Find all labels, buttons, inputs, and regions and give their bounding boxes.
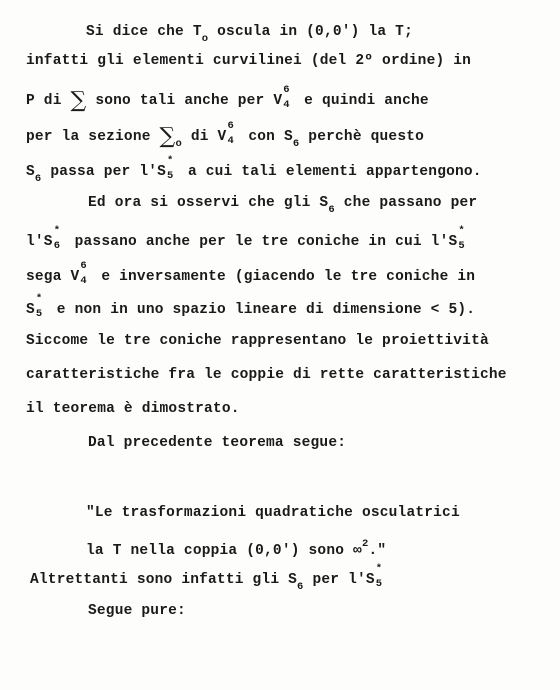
- subscript: o: [175, 137, 182, 150]
- text-segment: l'S: [26, 233, 53, 250]
- text-segment: "Le trasformazioni quadratiche osculatrici: [86, 505, 460, 521]
- text-line-1: [86, 22, 413, 49]
- superscript: *: [375, 563, 383, 575]
- text-segment: con S: [239, 128, 293, 145]
- text-line-4: [26, 120, 425, 154]
- text-segment: sega V: [26, 268, 80, 285]
- text-segment: .": [368, 543, 387, 559]
- text-line-10: [26, 331, 489, 351]
- text-segment: per la sezione: [26, 128, 160, 145]
- superscript: *: [53, 225, 61, 237]
- text-segment: la T nella coppia (0,0') sono ∞: [86, 543, 362, 559]
- text-line-15: [86, 534, 386, 561]
- text-segment: che passano per: [334, 195, 478, 211]
- text-segment: per l'S: [303, 571, 375, 588]
- superscript: *: [167, 155, 174, 167]
- sigma-symbol: ∑: [70, 87, 87, 113]
- text-segment: passa per l'S: [41, 163, 167, 180]
- text-line-13: [88, 433, 346, 453]
- text-line-9: [26, 293, 476, 321]
- text-line-7: [26, 225, 470, 253]
- text-segment: Dal precedente teorema segue:: [88, 435, 347, 451]
- text-segment: passano anche per le tre coniche in cui l'S: [65, 233, 458, 250]
- text-line-5: [26, 155, 482, 189]
- superscript: 2: [361, 538, 369, 550]
- text-segment: caratteristiche fra le coppie di rette caratteristiche: [26, 367, 507, 383]
- superscript: *: [458, 225, 465, 237]
- subscript: 6: [328, 204, 335, 216]
- subscript: 6: [297, 580, 304, 593]
- sigma-symbol: ∑: [159, 123, 176, 149]
- superscript: 6: [227, 120, 234, 132]
- text-segment: e inversamente (giacendo le tre coniche in: [92, 268, 476, 285]
- subscript: 5: [35, 308, 43, 320]
- text-segment: perchè questo: [299, 128, 425, 145]
- text-segment: di V: [181, 128, 227, 145]
- subscript: 4: [80, 275, 87, 287]
- text-segment: il teorema è dimostrato.: [26, 401, 240, 417]
- text-line-8: [26, 260, 476, 288]
- text-segment: Ed ora si osservi che gli S: [88, 195, 329, 211]
- text-line-17: [88, 601, 186, 621]
- text-segment: Siccome le tre coniche rappresentano le proiettività: [26, 333, 489, 349]
- superscript: 6: [80, 260, 87, 272]
- text-segment: e non in uno spazio lineare di dimensione < 5).: [47, 301, 476, 318]
- subscript: 5: [375, 578, 383, 590]
- text-line-14: [86, 503, 460, 523]
- superscript: *: [35, 293, 43, 305]
- text-segment: P di: [26, 92, 71, 109]
- text-line-16: [30, 563, 388, 597]
- subscript: o: [201, 33, 209, 45]
- text-segment: S: [26, 301, 35, 318]
- text-line-2: [26, 51, 471, 71]
- text-line-11: [26, 365, 507, 385]
- text-segment: oscula in (0,0') la T;: [208, 24, 413, 40]
- text-segment: sono tali anche per V: [86, 92, 283, 109]
- subscript: 5: [458, 240, 465, 252]
- text-segment: S: [26, 163, 35, 180]
- text-line-6: [88, 193, 477, 220]
- text-line-12: [26, 399, 240, 419]
- text-segment: Altrettanti sono infatti gli S: [30, 571, 298, 588]
- text-segment: Si dice che T: [86, 24, 202, 40]
- text-line-3: [26, 84, 429, 113]
- subscript: 4: [283, 99, 290, 111]
- subscript: 4: [227, 135, 234, 147]
- subscript: 6: [53, 240, 61, 252]
- subscript: 5: [167, 170, 174, 182]
- text-segment: infatti gli elementi curvilinei (del 2º ordine) in: [26, 53, 472, 69]
- subscript: 6: [292, 137, 300, 150]
- text-segment: Segue pure:: [88, 603, 186, 619]
- superscript: 6: [283, 84, 290, 96]
- text-segment: e quindi anche: [295, 92, 429, 109]
- subscript: 6: [34, 172, 42, 185]
- text-segment: a cui tali elementi appartengono.: [179, 163, 482, 180]
